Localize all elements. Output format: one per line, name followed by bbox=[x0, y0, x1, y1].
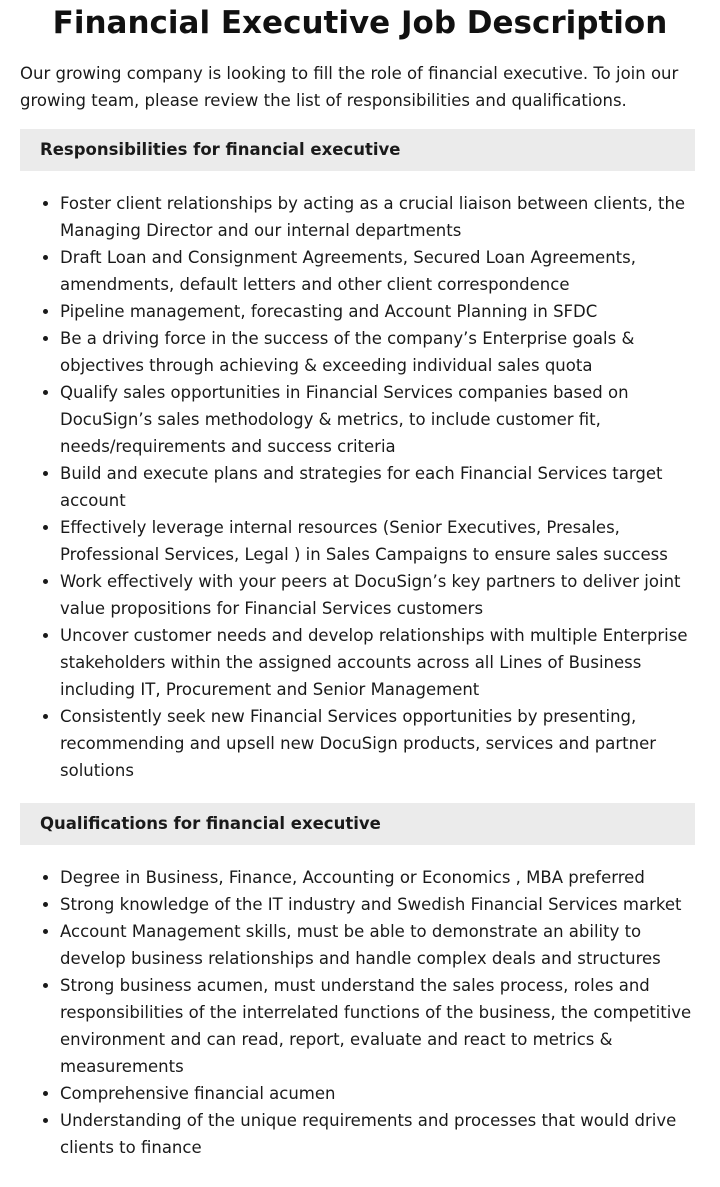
list-item: • Foster client relationships by acting as a crucial liaison between clients, the Managing Director and our internal departments bbox=[60, 190, 692, 244]
list-item: • Comprehensive financial acumen bbox=[60, 1080, 692, 1107]
list-item: • Pipeline management, forecasting and Account Planning in SFDC bbox=[60, 298, 692, 325]
responsibilities-list bbox=[20, 190, 692, 784]
list-item: • Consistently seek new Financial Services opportunities by presenting, recommending and upsell new DocuSign products, services and partner solutions bbox=[60, 703, 692, 784]
responsibilities-heading: Responsibilities for financial executive bbox=[20, 129, 695, 171]
intro-paragraph: Our growing company is looking to fill the role of financial executive. To join our growing team, please review the list of responsibilities and qualifications. bbox=[20, 64, 679, 110]
list-item: • Draft Loan and Consignment Agreements, Secured Loan Agreements, amendments, default letters and other client correspondence bbox=[60, 244, 692, 298]
list-item: • Account Management skills, must be able to demonstrate an ability to develop business relationships and handle complex deals and structures bbox=[60, 918, 692, 972]
list-item: • Strong knowledge of the IT industry and Swedish Financial Services market bbox=[60, 891, 692, 918]
list-item: • Build and execute plans and strategies for each Financial Services target account bbox=[60, 460, 692, 514]
list-item: • Understanding of the unique requirements and processes that would drive clients to finance bbox=[60, 1107, 692, 1161]
page-title: Financial Executive Job Description bbox=[52, 5, 668, 41]
list-item: • Effectively leverage internal resources (Senior Executives, Presales, Professional Services, Legal ) in Sales Campaigns to ensure sales success bbox=[60, 514, 692, 568]
qualifications-list bbox=[20, 864, 692, 1161]
list-item: • Qualify sales opportunities in Financial Services companies based on DocuSign’s sales methodology & metrics, to include customer fit, needs/requirements and success criteria bbox=[60, 379, 692, 460]
qualifications-heading: Qualifications for financial executive bbox=[20, 803, 695, 845]
list-item: • Uncover customer needs and develop relationships with multiple Enterprise stakeholders within the assigned accounts across all Lines of Business including IT, Procurement and Senior Management bbox=[60, 622, 692, 703]
list-item: • Strong business acumen, must understand the sales process, roles and responsibilities of the interrelated functions of the business, the competitive environment and can read, report, evaluate and react to metrics & measurements bbox=[60, 972, 692, 1080]
list-item: • Work effectively with your peers at DocuSign’s key partners to deliver joint value propositions for Financial Services customers bbox=[60, 568, 692, 622]
list-item: • Be a driving force in the success of the company’s Enterprise goals & objectives through achieving & exceeding individual sales quota bbox=[60, 325, 692, 379]
list-item: • Degree in Business, Finance, Accounting or Economics , MBA preferred bbox=[60, 864, 692, 891]
